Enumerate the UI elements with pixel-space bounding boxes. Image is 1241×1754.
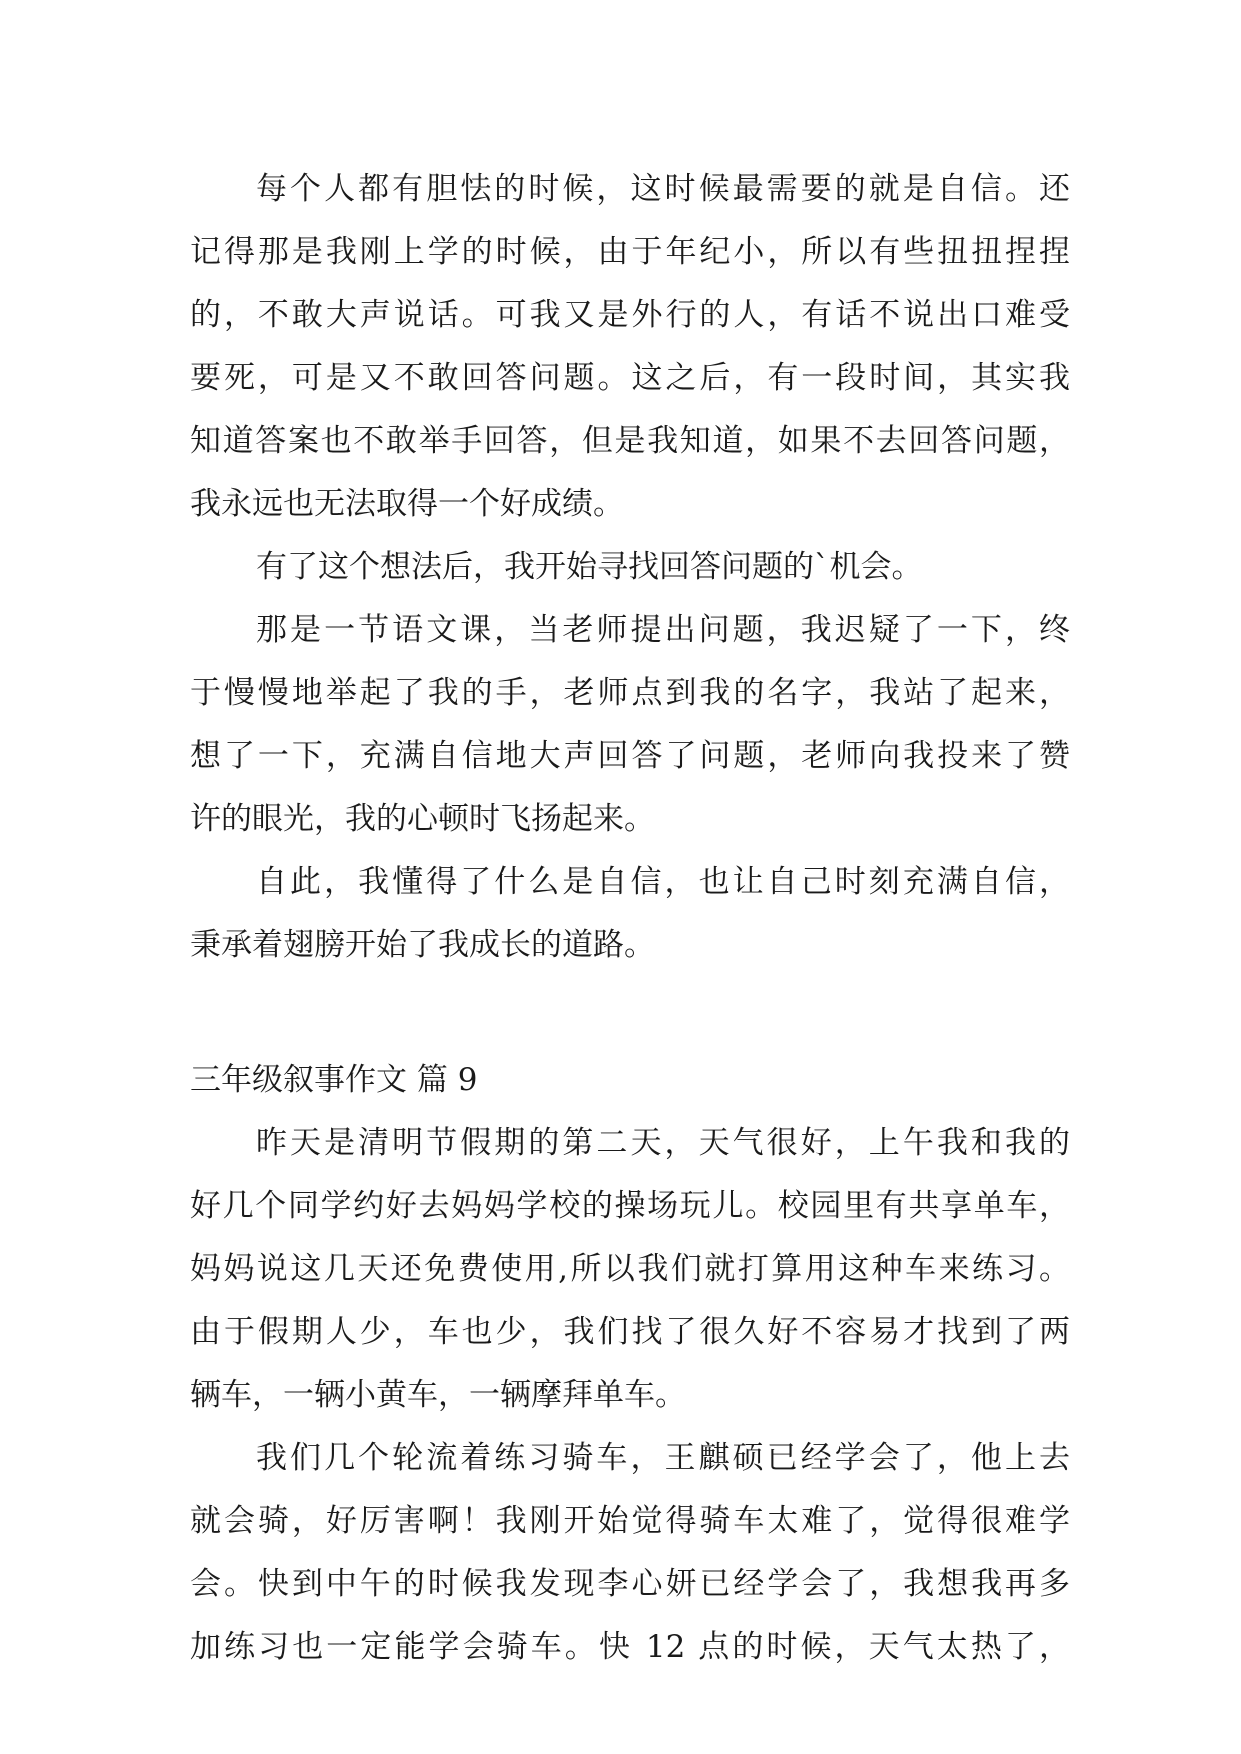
paragraph	[190, 158, 1070, 536]
text-line: 要死，可是又不敢回答问题。这之后，有一段时间，其实我	[190, 360, 1070, 396]
text-line: 妈妈说这几天还免费使用,所以我们就打算用这种车来练习。	[190, 1251, 1070, 1287]
text-line: 想了一下，充满自信地大声回答了问题，老师向我投来了赞	[190, 738, 1070, 774]
text-line: 记得那是我刚上学的时候，由于年纪小，所以有些扭扭捏捏	[190, 234, 1070, 270]
paragraph	[190, 1112, 1070, 1427]
text-line: 每个人都有胆怯的时候，这时候最需要的就是自信。还	[256, 171, 1070, 207]
text-line: 我们几个轮流着练习骑车，王麒硕已经学会了，他上去	[256, 1440, 1070, 1476]
text-line: 会。快到中午的时候我发现李心妍已经学会了，我想我再多	[190, 1566, 1070, 1602]
document-body	[190, 158, 1070, 1679]
text-line: 自此，我懂得了什么是自信，也让自己时刻充满自信，	[256, 864, 1070, 900]
paragraph	[190, 536, 1070, 599]
section-gap	[190, 977, 1070, 1049]
paragraph	[190, 1427, 1070, 1679]
text-line: 加练习也一定能学会骑车。快 12 点的时候，天气太热了，	[190, 1629, 1070, 1665]
text-line: 秉承着翅膀开始了我成长的道路。	[190, 927, 655, 963]
paragraph	[190, 599, 1070, 851]
text-line: 于慢慢地举起了我的手，老师点到我的名字，我站了起来，	[190, 675, 1070, 711]
section-heading: 三年级叙事作文 篇 9	[190, 1062, 478, 1098]
text-line: 许的眼光，我的心顿时飞扬起来。	[190, 801, 655, 837]
text-line: 就会骑，好厉害啊！我刚开始觉得骑车太难了，觉得很难学	[190, 1503, 1070, 1539]
text-line: 那是一节语文课，当老师提出问题，我迟疑了一下，终	[256, 612, 1070, 648]
paragraph	[190, 851, 1070, 977]
text-line: 我永远也无法取得一个好成绩。	[190, 486, 624, 522]
text-line: 知道答案也不敢举手回答，但是我知道，如果不去回答问题，	[190, 423, 1070, 459]
text-line: 好几个同学约好去妈妈学校的操场玩儿。校园里有共享单车，	[190, 1188, 1070, 1224]
text-line: 昨天是清明节假期的第二天，天气很好，上午我和我的	[256, 1125, 1070, 1161]
text-line: 由于假期人少，车也少，我们找了很久好不容易才找到了两	[190, 1314, 1070, 1350]
text-line: 辆车，一辆小黄车，一辆摩拜单车。	[190, 1377, 686, 1413]
text-line: 有了这个想法后，我开始寻找回答问题的`机会。	[256, 549, 923, 585]
text-line: 的，不敢大声说话。可我又是外行的人，有话不说出口难受	[190, 297, 1070, 333]
